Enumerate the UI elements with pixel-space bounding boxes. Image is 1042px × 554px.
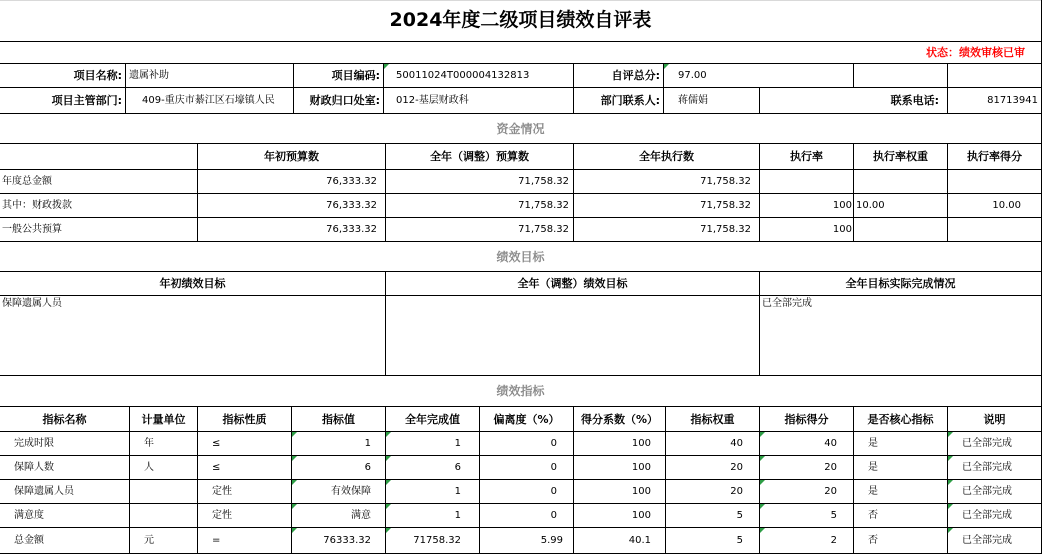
ind-row-core[interactable]: 是 — [854, 456, 948, 480]
goals-header-initial: 年初绩效目标 — [0, 272, 386, 296]
dept-value[interactable]: 409-重庆市綦江区石壕镇人民 — [126, 88, 294, 114]
indicators-section-title: 绩效指标 — [0, 376, 1042, 407]
ind-header-coef: 得分系数（%） — [574, 407, 666, 432]
ind-row-name[interactable]: 总金额 — [0, 528, 130, 554]
funds-row-weight[interactable] — [854, 170, 948, 194]
phone-value[interactable]: 81713941 — [948, 88, 1042, 114]
ind-row-nature[interactable]: 定性 — [198, 480, 292, 504]
ind-row-weight[interactable]: 40 — [666, 432, 760, 456]
ind-row-note[interactable]: 已全部完成 — [948, 480, 1042, 504]
total-score-label: 自评总分: — [574, 64, 664, 88]
funds-header-adjusted: 全年（调整）预算数 — [386, 144, 574, 170]
ind-row-note[interactable]: 已全部完成 — [948, 528, 1042, 554]
phone-label: 联系电话: — [760, 88, 948, 114]
ind-row-value[interactable]: 6 — [292, 456, 386, 480]
funds-row-executed[interactable]: 71,758.32 — [574, 218, 760, 242]
ind-row-value[interactable]: 有效保障 — [292, 480, 386, 504]
ind-row-value[interactable]: 满意 — [292, 504, 386, 528]
funds-row-initial[interactable]: 76,333.32 — [198, 170, 386, 194]
ind-row-note[interactable]: 已全部完成 — [948, 456, 1042, 480]
office-value[interactable]: 012-基层财政科 — [384, 88, 574, 114]
ind-row-score[interactable]: 20 — [760, 480, 854, 504]
ind-row-deviation[interactable]: 0 — [480, 456, 574, 480]
funds-row-rate[interactable]: 100 — [760, 194, 854, 218]
project-name-value[interactable]: 遗属补助 — [126, 64, 294, 88]
ind-row-done[interactable]: 71758.32 — [386, 528, 480, 554]
funds-row-adjusted[interactable]: 71,758.32 — [386, 218, 574, 242]
ind-row-name[interactable]: 保障人数 — [0, 456, 130, 480]
funds-row-adjusted[interactable]: 71,758.32 — [386, 194, 574, 218]
ind-row-value[interactable]: 76333.32 — [292, 528, 386, 554]
office-label: 财政归口处室: — [294, 88, 384, 114]
ind-row-deviation[interactable]: 0 — [480, 504, 574, 528]
funds-header-initial: 年初预算数 — [198, 144, 386, 170]
project-code-label: 项目编码: — [294, 64, 384, 88]
status-badge: 状态：绩效审核已审 — [0, 42, 1042, 64]
ind-row-coef[interactable]: 100 — [574, 432, 666, 456]
ind-header-nature: 指标性质 — [198, 407, 292, 432]
empty-cell[interactable] — [854, 64, 948, 88]
contact-value[interactable]: 蒋儒娟 — [664, 88, 760, 114]
funds-row-name[interactable]: 其中：财政拨款 — [0, 194, 198, 218]
project-code-value[interactable]: 50011024T000004132813 — [384, 64, 574, 88]
ind-row-unit[interactable] — [130, 504, 198, 528]
ind-row-coef[interactable]: 40.1 — [574, 528, 666, 554]
ind-row-unit[interactable]: 元 — [130, 528, 198, 554]
ind-row-unit[interactable]: 年 — [130, 432, 198, 456]
ind-row-coef[interactable]: 100 — [574, 480, 666, 504]
funds-row-score[interactable] — [948, 170, 1042, 194]
page-title: 2024年度二级项目绩效自评表 — [0, 0, 1042, 42]
funds-header-rate: 执行率 — [760, 144, 854, 170]
ind-row-nature[interactable]: ≤ — [198, 456, 292, 480]
ind-row-done[interactable]: 1 — [386, 480, 480, 504]
ind-row-note[interactable]: 已全部完成 — [948, 432, 1042, 456]
ind-row-unit[interactable]: 人 — [130, 456, 198, 480]
ind-header-deviation: 偏离度（%） — [480, 407, 574, 432]
ind-header-name: 指标名称 — [0, 407, 130, 432]
ind-row-weight[interactable]: 5 — [666, 504, 760, 528]
ind-row-score[interactable]: 5 — [760, 504, 854, 528]
funds-row-initial[interactable]: 76,333.32 — [198, 218, 386, 242]
ind-row-weight[interactable]: 5 — [666, 528, 760, 554]
ind-row-coef[interactable]: 100 — [574, 504, 666, 528]
ind-header-value: 指标值 — [292, 407, 386, 432]
ind-row-note[interactable]: 已全部完成 — [948, 504, 1042, 528]
empty-cell[interactable] — [948, 64, 1042, 88]
ind-row-score[interactable]: 40 — [760, 432, 854, 456]
ind-header-weight: 指标权重 — [666, 407, 760, 432]
ind-header-note: 说明 — [948, 407, 1042, 432]
ind-row-weight[interactable]: 20 — [666, 480, 760, 504]
ind-header-core: 是否核心指标 — [854, 407, 948, 432]
funds-row-initial[interactable]: 76,333.32 — [198, 194, 386, 218]
ind-row-nature[interactable]: ≤ — [198, 432, 292, 456]
goals-header-actual: 全年目标实际完成情况 — [760, 272, 1042, 296]
ind-header-score: 指标得分 — [760, 407, 854, 432]
ind-row-deviation[interactable]: 0 — [480, 432, 574, 456]
project-name-label: 项目名称: — [0, 64, 126, 88]
ind-header-unit: 计量单位 — [130, 407, 198, 432]
funds-row-weight[interactable] — [854, 218, 948, 242]
funds-row-name[interactable]: 年度总金额 — [0, 170, 198, 194]
funds-row-rate[interactable] — [760, 170, 854, 194]
ind-row-score[interactable]: 20 — [760, 456, 854, 480]
ind-row-score[interactable]: 2 — [760, 528, 854, 554]
ind-row-done[interactable]: 1 — [386, 432, 480, 456]
funds-row-score[interactable] — [948, 218, 1042, 242]
funds-header-score: 执行率得分 — [948, 144, 1042, 170]
ind-row-core[interactable]: 否 — [854, 528, 948, 554]
funds-header-blank[interactable] — [0, 144, 198, 170]
funds-row-rate[interactable]: 100 — [760, 218, 854, 242]
goals-actual-text[interactable]: 已全部完成 — [760, 296, 1042, 376]
funds-row-weight[interactable]: 10.00 — [854, 194, 948, 218]
funds-row-score[interactable]: 10.00 — [948, 194, 1042, 218]
ind-row-core[interactable]: 是 — [854, 480, 948, 504]
ind-row-value[interactable]: 1 — [292, 432, 386, 456]
ind-row-name[interactable]: 满意度 — [0, 504, 130, 528]
ind-header-done: 全年完成值 — [386, 407, 480, 432]
ind-row-deviation[interactable]: 5.99 — [480, 528, 574, 554]
ind-row-deviation[interactable]: 0 — [480, 480, 574, 504]
ind-row-weight[interactable]: 20 — [666, 456, 760, 480]
total-score-value[interactable]: 97.00 — [664, 64, 854, 88]
funds-row-executed[interactable]: 71,758.32 — [574, 170, 760, 194]
goals-section-title: 绩效目标 — [0, 242, 1042, 272]
ind-row-done[interactable]: 1 — [386, 504, 480, 528]
contact-label: 部门联系人: — [574, 88, 664, 114]
ind-row-core[interactable]: 否 — [854, 504, 948, 528]
ind-row-nature[interactable]: = — [198, 528, 292, 554]
funds-row-executed[interactable]: 71,758.32 — [574, 194, 760, 218]
dept-label: 项目主管部门: — [0, 88, 126, 114]
goals-adjusted-text[interactable] — [386, 296, 760, 376]
goals-header-adjusted: 全年（调整）绩效目标 — [386, 272, 760, 296]
ind-row-coef[interactable]: 100 — [574, 456, 666, 480]
funds-header-weight: 执行率权重 — [854, 144, 948, 170]
ind-row-done[interactable]: 6 — [386, 456, 480, 480]
ind-row-name[interactable]: 完成时限 — [0, 432, 130, 456]
funds-row-name[interactable]: 一般公共预算 — [0, 218, 198, 242]
ind-row-name[interactable]: 保障遗属人员 — [0, 480, 130, 504]
goals-initial-text[interactable]: 保障遗属人员 — [0, 296, 386, 376]
ind-row-nature[interactable]: 定性 — [198, 504, 292, 528]
ind-row-unit[interactable] — [130, 480, 198, 504]
funds-header-executed: 全年执行数 — [574, 144, 760, 170]
funds-row-adjusted[interactable]: 71,758.32 — [386, 170, 574, 194]
funds-section-title: 资金情况 — [0, 114, 1042, 144]
ind-row-core[interactable]: 是 — [854, 432, 948, 456]
